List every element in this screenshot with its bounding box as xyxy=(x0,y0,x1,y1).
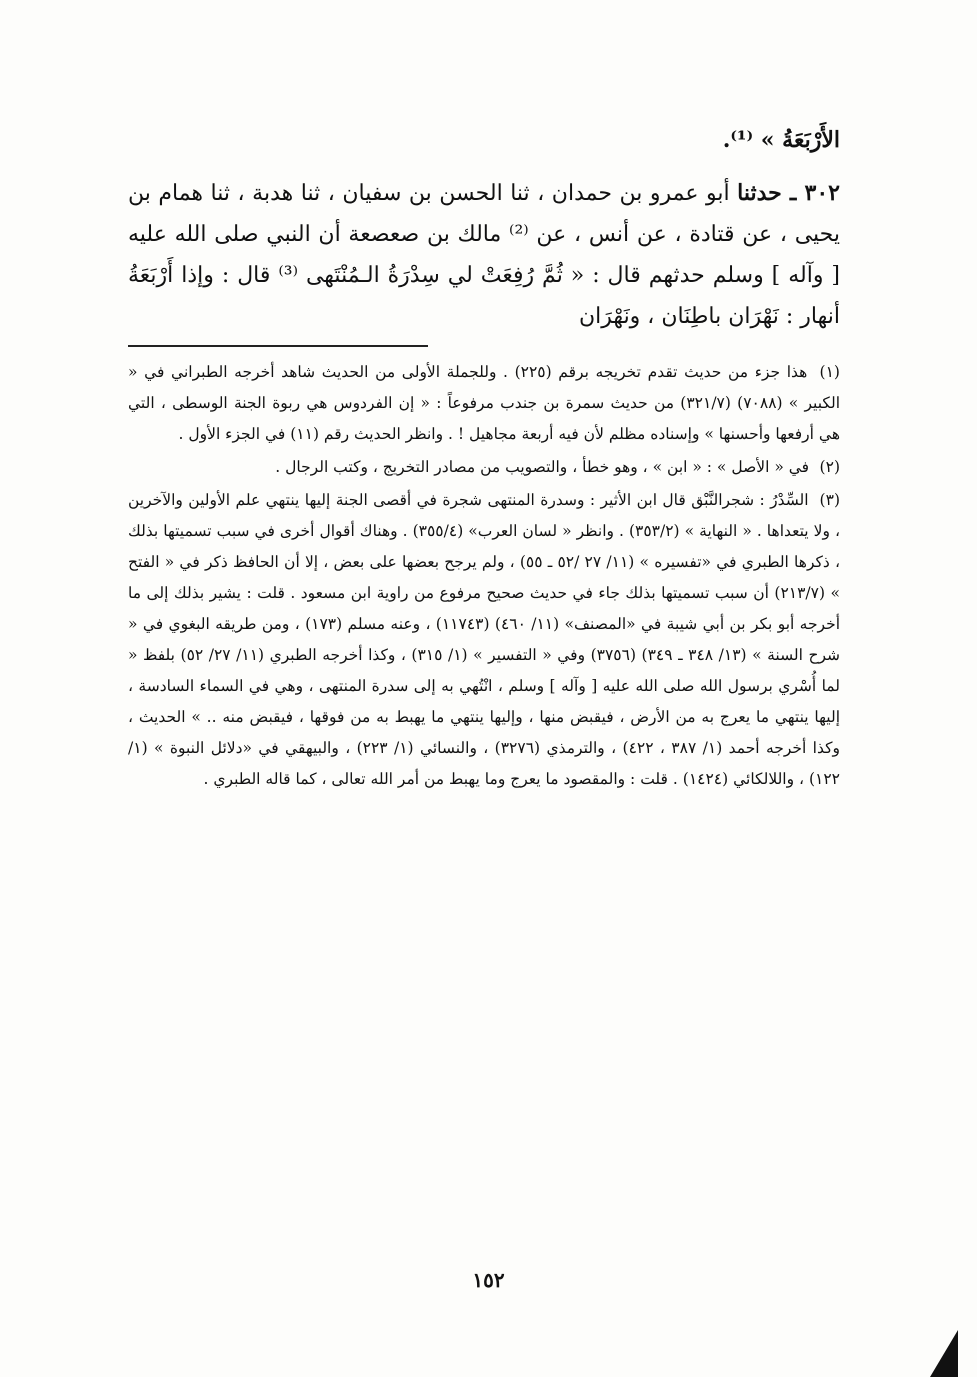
scan-corner-mark xyxy=(930,1330,958,1377)
main-text xyxy=(128,120,840,337)
footnote-marker: (٢) xyxy=(819,458,840,476)
page-content xyxy=(128,120,840,797)
continuation-line: الأَرْبَعَةُ » ⁽¹⁾. xyxy=(722,127,840,153)
footnote-text: في « الأصل » : « ابن » ، وهو خطأ ، والتصويب من مصادر التخريج ، وكتب الرجال . xyxy=(275,458,810,476)
footnotes xyxy=(128,357,840,795)
footnote-2 xyxy=(128,452,840,483)
footnote-marker: (١) xyxy=(819,363,840,381)
hadith-body: أبو عمرو بن حمدان ، ثنا الحسن بن سفيان ، ثنا هدبة ، ثنا همام بن يحيى ، عن قتادة ، عن أنس ، عن ⁽²⁾ مالك بن صعصعة أن النبي صلى الله عليه [ وآله ] وسلم حدثهم قال : « ثُمَّ رُفِعَتْ لي سِدْرَةُ الـمُنْتَهى ⁽³⁾ قال : وإذا أَرْبَعَةُ أنهار : نَهْرَان باطِنَان ، ونَهْرَان xyxy=(128,181,841,329)
hadith-number: ٣٠٢ ـ حدثنا xyxy=(737,180,840,206)
footnote-1 xyxy=(128,357,840,450)
footnote-marker: (٣) xyxy=(819,491,840,509)
footnote-text: السِّدْرُ : شجرالنَّبْق قال ابن الأثير : وسدرة المنتهى شجرة في أقصى الجنة إليها ينتهي علم الأولين والآخرين ، ولا يتعداها . « النهاية » (٣٥٣/٢) . وانظر « لسان العرب» (٣٥٥/٤) . وهناك أقوال أخرى في سبب تسميتها بذلك ، ذكرها الطبري في «تفسيره » (١١/ ٢٧ /٥٢ ـ ٥٥) ، ولم يرجح بعضها على بعض ، إلا أن الحافظ ذكر في « الفتح » (٢١٣/٧) أن سبب تسميتها بذلك جاء في حديث صحيح مرفوع من راوية ابن مسعود . قلت : يشير بذلك إلى ما أخرجه أبو بكر بن أبي شيبة في «المصنف» (١١/ ٤٦٠) (١١٧٤٣) ، وعنه مسلم (١٧٣) ، ومن طريقه البغوي في « شرح السنة » (١٣/ ٣٤٨ ـ ٣٤٩) (٣٧٥٦) وفي « التفسير » (١/ ٣١٥) ، وكذا أخرجه الطبري (١١/ ٢٧/ ٥٢) بلفظ « لما أُسْري برسول الله صلى الله عليه [ وآله ] وسلم ، انْتُهي به إلى سدرة المنتهى ، وهي في السماء السادسة ، إليها ينتهي ما يعرج به من الأرض ، فيقبض منها ، وإليها ينتهي ما يهبط به من فوقها ، فيقبض منه .. » الحديث ، وكذا أخرجه أحمد (١/ ٣٨٧ ، ٤٢٢) ، والترمذي (٣٢٧٦) ، والنسائي (١/ ٢٢٣) ، والبيهقي في «دلائل النبوة » (١/ ١٢٢) ، واللالكائي (١٤٢٤) . قلت : والمقصود ما يعرج وما يهبط من أمر الله تعالى ، كما قاله الطبري . xyxy=(128,491,841,788)
page-number: ١٥٢ xyxy=(472,1268,505,1292)
footnote-text: هذا جزء من حديث تقدم تخريجه برقم (٢٢٥) . وللجملة الأولى من الحديث شاهد أخرجه الطبراني في « الكبير » (٧٠٨٨) (٣٢١/٧) من حديث سمرة بن جندب مرفوعاً : « إن الفردوس هي ربوة الجنة الوسطى ، التي هي أرفعها وأحسنها » وإسناده مظلم لأن فيه أربعة مجاهيل ! . وانظر الحديث رقم (١١) في الجزء الأول . xyxy=(128,363,840,443)
footnote-separator xyxy=(128,345,428,347)
footnote-3 xyxy=(128,485,840,795)
hadith-paragraph xyxy=(128,173,840,337)
